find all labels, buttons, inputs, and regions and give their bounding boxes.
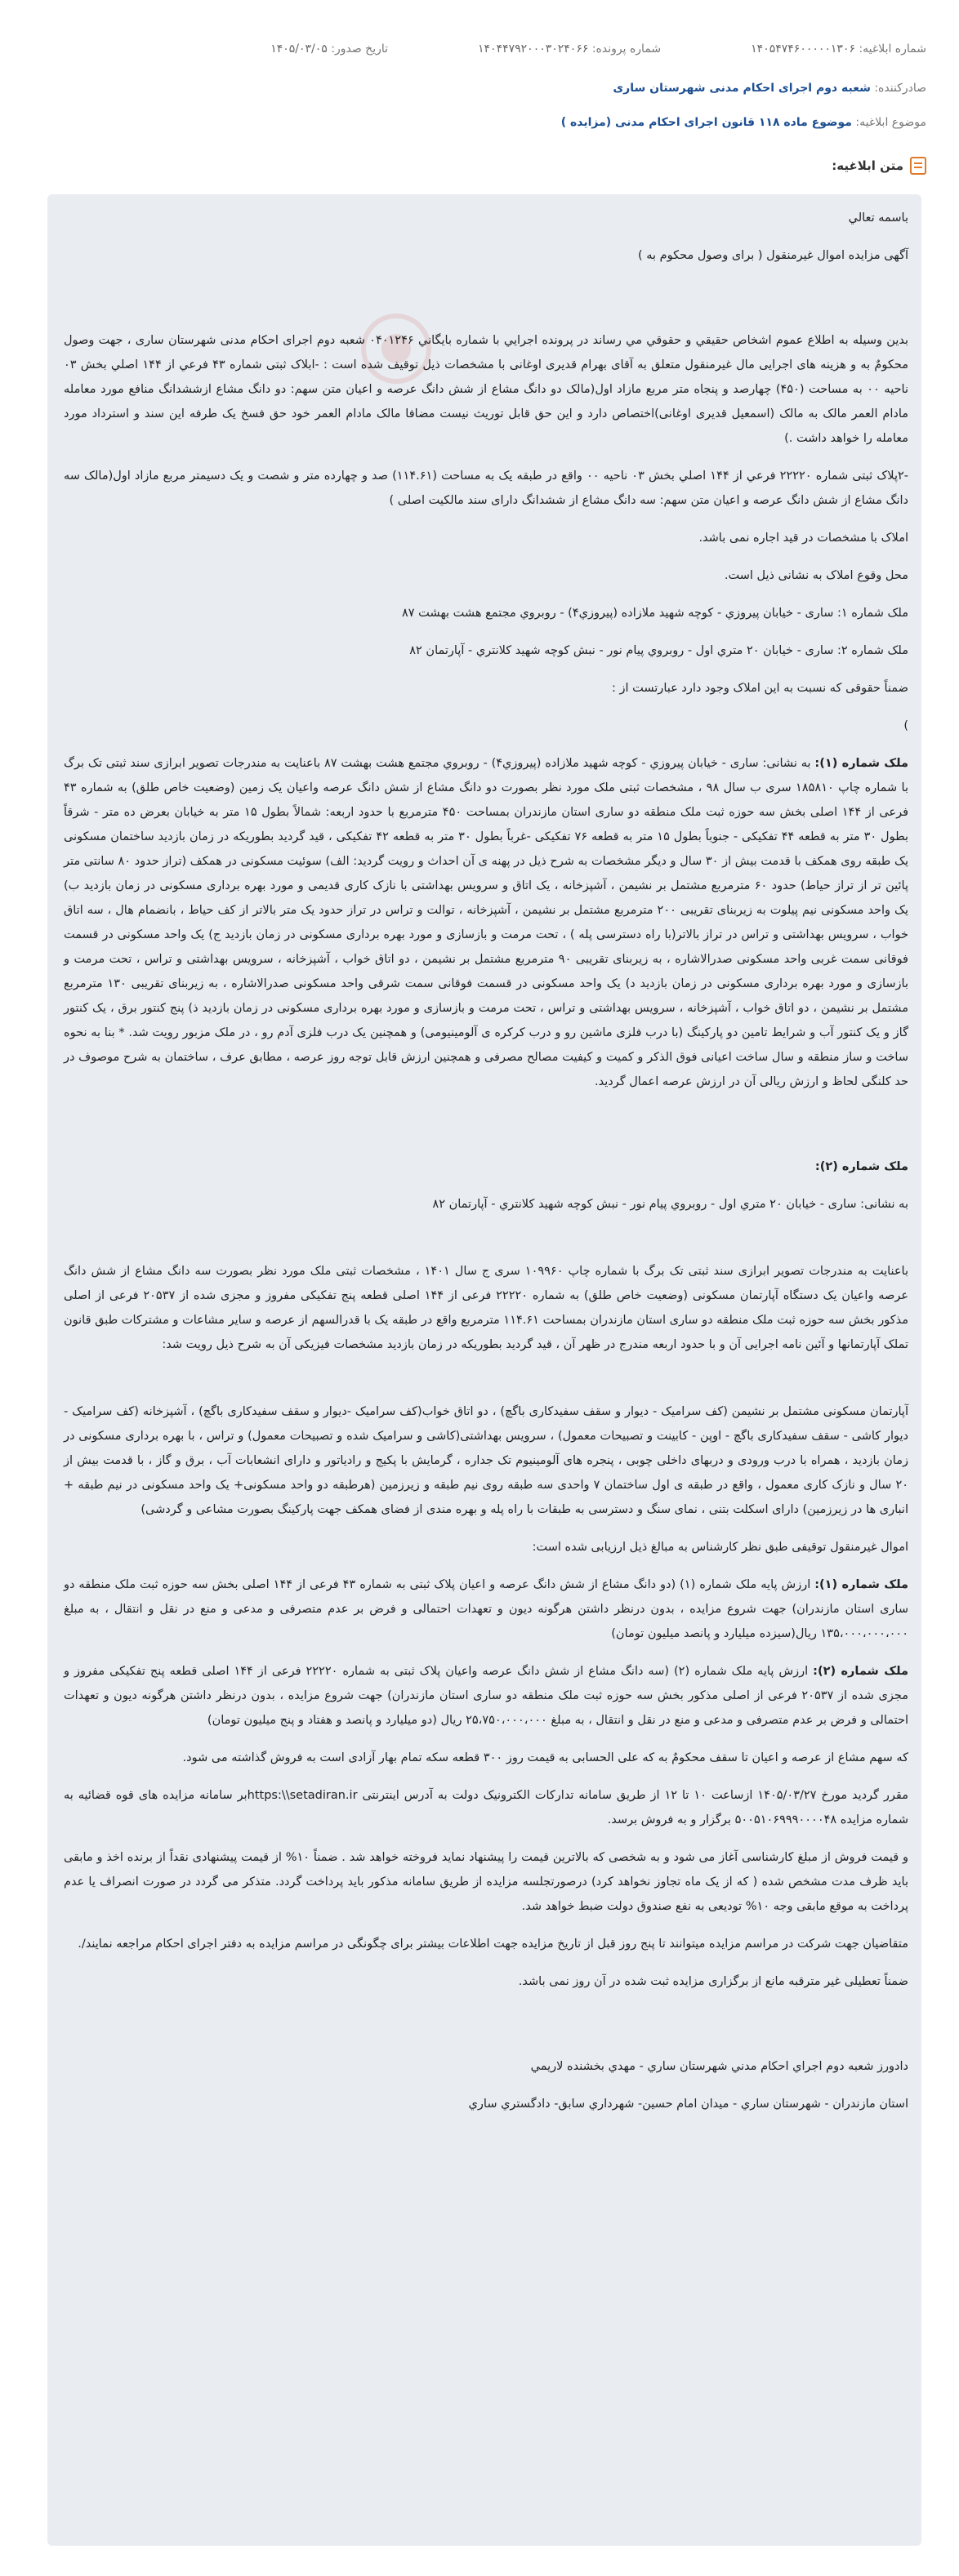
paragraph-property-2-details: آپارتمان مسکونی مشتمل بر نشیمن (کف سرامیک - دیوار و سقف سفیدکاری باگچ) ، دو اتاق خواب(کف سرامیک -دیوار و سقف سفیدکاری باگچ) ، آشپزخانه (کف سرامیک - دیوار کاشی - سقف سفیدکاری باگچ - اوپن - کابینت و تصبیحات معمول) ، سرویس بهداشتی(کاشی و سرامیک شده و تصبیحات معمول) و تراس ، با بهره برداری مسکونی در زمان بازدید ، همراه با درب ورودی و دربهای داخلی چوبی ، پنجره های آلومینیوم تک جداره ، گرمایش با پکیج و رادیاتور و دارای انشعابات آب ، برق و گاز ، با قدمت بیش از ۲۰ سال و نازک کاری معمول ، واقع در طبقه ی اول ساختمان ۷ واحدی سه طبقه روی نیم طبقه و زیرزمین (هرطبقه دو واحد مسکونی+ یک واحد مسکونی در نیم طبقه + انباری ها در زیرزمین) دارای اسکلت بتنی ، نمای سنگ و دسترسی به طبقات با راه پله و بهره مندی از فضای همکف جهت پارکینگ بصورت مشاعی و گردشی) — [64, 1405, 909, 1516]
paragraph-holiday: ضمناً تعطیلی غیر مترقبه مانع از برگزاری مزایده ثبت شده در آن روز نمی باشد. — [518, 1975, 908, 1988]
paragraph-bracket: ) — [903, 719, 908, 732]
paragraph-share: که سهم مشاع از عرصه و اعیان تا سقف محکومٌ به که علی الحسابی به قیمت روز ۳۰۰ قطعه سکه تمام بهار آزادی است به فروش گذاشته می شود. — [182, 1751, 908, 1764]
paragraph-auction-date: مقرر گردید مورخ ۱۴۰۵/۰۳/۲۷ ازساعت ۱۰ تا ۱۲ از طریق سامانه تدارکات الکترونیک دولت به آدرس اینترنتی https:\\setadiran.irبر سامانه مزایده های قوه قضائیه به شماره مزایده ۵۰۰۵۱۰۶۹۹۹۰۰۰۰۴۸ برگزار و به فروش برسد. — [64, 1789, 909, 1826]
paragraph-property-1-address: ملک شماره ۱: ساری - خيابان پيروزي - کوچه شهيد ملازاده (پيروزي۴) - روبروي مجتمع هشت بهشت ۸۷ — [401, 607, 908, 620]
paragraph-valuation-intro: اموال غیرمنقول توقیفی طبق نظر کارشناس به مبالغ ذیل ارزیابی شده است: — [532, 1541, 908, 1554]
signature-officer: دادورز شعبه دوم اجراي احكام مدني شهرستان ساري - مهدي بخشنده لاريمي — [530, 2060, 908, 2073]
paragraph-rights: ضمناً حقوقی که نسبت به این املاک وجود دارد عبارتست از : — [611, 682, 908, 695]
header-subject-row: موضوع ابلاغیه: موضوع ماده ۱۱۸ قانون اجرای احکام مدنی (مزایده ) — [560, 116, 926, 129]
property-2-address: به نشانی: ساری - خيابان ۲۰ متري اول - روبروي پيام نور - نبش کوچه شهيد کلانتري - آپارتمان ۸۲ — [432, 1198, 908, 1211]
office-address: استان مازندران - شهرستان ساري - ميدان امام حسين- شهرداري سابق- دادگستري ساري — [468, 2098, 908, 2111]
paragraph-price-terms: و قیمت فروش از مبلغ کارشناسی آغاز می شود و به شخصی که بالاترین قیمت را پیشنهاد نماید فروخته خواهد شد . ضمناً ۱۰% از قیمت پیشنهادی نقداً از برنده اخذ و مابقی باید ظرف مدت مشخص شده ( که از یک ماه تجاوز نخواهد کرد) درصورتجلسه مزایده از طریق سامانه مذکور باید پرداخت گردد. متذکر می گردد در صورت انصراف یا عدم پرداخت به موقع مابقی وجه ۱۰% تودیعی به نفع صندوق دولت ضبط خواهد شد. — [64, 1851, 908, 1913]
document-icon — [910, 157, 926, 175]
notice-number: شماره ابلاغیه: ۱۴۰۵۴۷۴۶۰۰۰۰۰۱۳۰۶ — [751, 42, 926, 56]
paragraph-property-1-details: ملک شماره (۱): به نشانی: ساری - خيابان پيروزي - کوچه شهيد ملازاده (پيروزي۴) - روبروي مجتمع هشت بهشت ۸۷ باعنایت به مندرجات تصویر ابرازی سند ثبتی تک برگ با شماره چاپ ۱۸۵۸۱۰ سری ب سال ۹۸ ، مشخصات ثبتی ملک مورد نظر بصورت دو دانگ مشاع از شش دانگ عرصه واعیان یک زمین (وضعیت خاص طلق) به شماره ۴۳ فرعی از ۱۴۴ اصلی بخش سه حوزه ثبت ملک منطقه دو ساری استان مازندران بمساحت ۴۵۰ مترمربع با حدود اربعه: شمالاً بطول ۱۵ متر به خیابان بعرض ده متر - شرقاً بطول ۳۰ متر به قطعه ۴۴ تفکیکی - جنوباً بطول ۱۵ متر به قطعه ۷۶ تفکیکی -غرباً بطول ۳۰ متر به قطعه ۴۲ تفکیکی ، قید گردید بطوریکه در زمان بازدید ساختمان مسکونی یک طبقه روی همکف با قدمت بیش از ۳۰ سال و دیگر مشخصات به شرح ذیل در پهنه ی آن احداث و رویت گردید: الف) سوئیت مسکونی در همکف (تراز حدود ۸۰ سانتی متر پائین تر از تراز حیاط) حدود ۶۰ مترمربع مشتمل بر نشیمن ، آشپزخانه ، یک اتاق و سرویس بهداشتی با نازک کاری قدیمی و مورد بهره برداری مسکونی در زمان بازدید ب) یک واحد مسکونی نیم پیلوت به زیربنای تقریبی ۲۰۰ مترمربع مشتمل بر نشیمن ، آشپزخانه ، توالت و تراس در تراز حدود یک متر بالاتر از کف حیاط ، بانضمام هال ، سه اتاق خواب ، سرویس بهداشتی و تراس در تراز بالاتر(با راه دسترسی پله ) ، تحت مرمت و بازسازی و مورد بهره برداری مسکونی در زمان بازدید ج) یک واحد مسکونی در قسمت فوقانی سمت غربی واحد مسکونی صدرالاشاره ، به زیربنای تقریبی ۹۰ مترمربع مشتمل بر نشیمن ، دو اتاق خواب ، آشپزخانه ، سرویس بهداشتی و تراس ، تحت مرمت و بازسازی و مورد بهره برداری مسکونی در زمان بازدید د) یک واحد مسکونی در قسمت فوقانی سمت شرقی واحد مسکونی صدرالاشاره ، به زیربنای تقریبی ۱۳۰ مترمربع مشتمل بر نشیمن ، دو اتاق خواب ، آشپزخانه ، سرویس بهداشتی و تراس ، تحت مرمت و بازسازی و مورد بهره برداری مسکونی در زمان بازدید ذ) پنج کنتور برق ، یک کنتور گاز و یک کنتور آب و شرایط تامین دو پارکینگ (با درب فلزی ماشین رو و درب کرکره ی آلومینیومی) و همچنین یک درب فلزی آدم رو ، در ملک مزبور رویت شد. * بنا به نحوه ساخت و ساز منطقه و سال ساخت اعیانی فوق الذکر و کمیت و کیفیت مصالح مصرفی و همچنین ارزش قابل توجه روز عرصه ، مطابق عرف ، ساختمان به شرح موصوف در حد کلنگی لحاظ و ارزش ریالی آن در ارزش عرصه اعمال گردید. — [64, 757, 909, 1088]
paragraph-applicants: متقاضیان جهت شرکت در مراسم مزایده میتوانند تا پنج روز قبل از تاریخ مزایده جهت اطلاعات بیشتر برای چگونگی در مراسم مزایده به دفتر اجرای احکام مراجعه نمایند/. — [78, 1938, 908, 1951]
property-2-title: ملک شماره (۲): — [814, 1160, 908, 1173]
salutation: باسمه تعالي — [848, 211, 908, 225]
paragraph-lease: املاک با مشخصات در قید اجاره نمی باشد. — [698, 532, 908, 545]
paragraph-seizure: بدين وسيله به اطلاع عموم اشخاص حقيقي و حقوقي مي رساند در پرونده اجرايي با شماره بايگاني ۰۴۰۱۲۴۶ شعبه دوم اجرای احکام مدنی شهرستان ساری ، جهت وصول محکومٌ به و هزینه های اجرایی مال غیرمنقول متعلق به آقای بهرام قدیری اوغانی با مشخصات ذیل توقیف شده است : -ابلاک ثبتی شماره ۴۳ فرعي از ۱۴۴ اصلي بخش ۰۳ ناحيه ۰۰ به مساحت (۴۵۰) چهارصد و پنجاه متر مربع مازاد اول(مالک دو دانگ مشاع از شش دانگ عرصه و اعيان متن سهم: دو دانگ مشاع ازششدانگ منافع مورد معامله مادام العمر مالک به مالک (اسمعیل قدیری اوغانی)اختصاص دارد و این حق قابل توریث نیست مضافا مالک مادام العمر خود حق فسخ یک طرفه این سند و استرداد مورد معامله را خواهد داشت .) — [64, 334, 909, 445]
subject: موضوع ماده ۱۱۸ قانون اجرای احکام مدنی (مزایده ) — [560, 116, 852, 129]
issuer: شعبه دوم اجرای احکام مدنی شهرستان ساری — [613, 82, 871, 95]
issue-date: تاریخ صدور: ۱۴۰۵/۰۳/۰۵ — [270, 42, 389, 56]
paragraph-valuation-1: ملک شماره (۱): ارزش پایه ملک شماره (۱) (دو دانگ مشاع از شش دانگ عرصه و اعیان پلاک ثبتی به شماره ۴۳ فرعی از ۱۴۴ اصلی بخش سه حوزه ثبت ملک منطقه دو ساری استان مازندران) جهت شروع مزایده ، بدون درنظر داشتن هرگونه دیون و تعهدات احتمالی و فرض بر عدم متصرفی و مدعی و منع در نقل و انتقال ، به مبلغ ۱۳۵،۰۰۰،۰۰۰،۰۰۰ ریال(سیزده میلیارد و پانصد میلیون تومان) — [64, 1578, 909, 1640]
notice-title: آگهی مزایده اموال غیرمنقول ( برای وصول محکوم به ) — [637, 249, 908, 262]
paragraph-property-2-address: ملک شماره ۲: ساری - خيابان ۲۰ متري اول - روبروي پيام نور - نبش کوچه شهيد کلانتري - آپارتمان ۸۲ — [409, 644, 908, 657]
paragraph-property-2-registry: باعنایت به مندرجات تصویر ابرازی سند ثبتی تک برگ با شماره چاپ ۱۰۹۹۶۰ سری ج سال ۱۴۰۱ ، مشخصات ثبتی ملک مورد نظر بصورت سه دانگ مشاع از شش دانگ عرصه واعیان یک دستگاه آپارتمان مسکونی (وضعیت خاص طلق) به شماره ۲۲۲۲۰ فرعی از ۱۴۴ اصلی قطعه پنج تفکیکی مفروز و مجزی شده از ۲۰۵۳۷ فرعی از اصلی مذکور بخش سه حوزه ثبت ملک منطقه دو ساری استان مازندران بمساحت ۱۱۴.۶۱ مترمربع واقع در طبقه یک با قدرالسهم از عرصه و سایر مشاعات و مشترکات طبق قانون تملک آپارتمانها و آئین نامه اجرایی آن و با حدود اربعه مندرج در ظهر آن ، قید گردید بطوریکه در زمان بازدید مشخصات فیزیکی آن به شرح ذیل رویت شد: — [64, 1265, 908, 1351]
notice-body — [64, 206, 908, 2129]
paragraph-valuation-2: ملک شماره (۲): ارزش پایه ملک شماره (۲) (سه دانگ مشاع از شش دانگ عرصه واعیان پلاک ثبتی به شماره ۲۲۲۲۰ فرعی از ۱۴۴ اصلی قطعه پنج تفکیکی مفروز و مجزی شده از ۲۰۵۳۷ فرعی از اصلی مذکور بخش سه حوزه ثبت ملک منطقه دو ساری استان مازندران) جهت شروع مزایده ، بدون درنظر داشتن هرگونه دیون و تعهدات احتمالی و فرض بر عدم متصرفی و مدعی و منع در نقل و انتقال ، به مبلغ ۲۵،۷۵۰،۰۰۰،۰۰۰ ریال (دو میلیارد و پانصد و هفتاد و پنج میلیون تومان) — [64, 1665, 908, 1727]
paragraph-location: محل وقوع املاک به نشانی ذیل است. — [724, 569, 908, 582]
paragraph-plaque-2: -۲پلاک ثبتی شماره ۲۲۲۲۰ فرعي از ۱۴۴ اصلي بخش ۰۳ ناحيه ۰۰ واقع در طبقه يک به مساحت (۱۱۴.۶۱) صد و چهارده متر و شصت و یک دسیمتر مربع مازاد اول(مالک سه دانگ مشاع از شش دانگ عرصه و اعيان متن سهم: سه دانگ مشاع از ششدانگ دارای سند مالکیت اصلی ) — [64, 469, 909, 507]
case-number: شماره پرونده: ۱۴۰۴۴۷۹۲۰۰۰۳۰۲۴۰۶۶ — [478, 42, 662, 56]
header-numbers-row — [0, 34, 959, 64]
header-issuer-row: صادرکننده: شعبه دوم اجرای احکام مدنی شهرستان ساری — [613, 82, 926, 95]
section-title: متن ابلاغیه: — [832, 157, 926, 175]
